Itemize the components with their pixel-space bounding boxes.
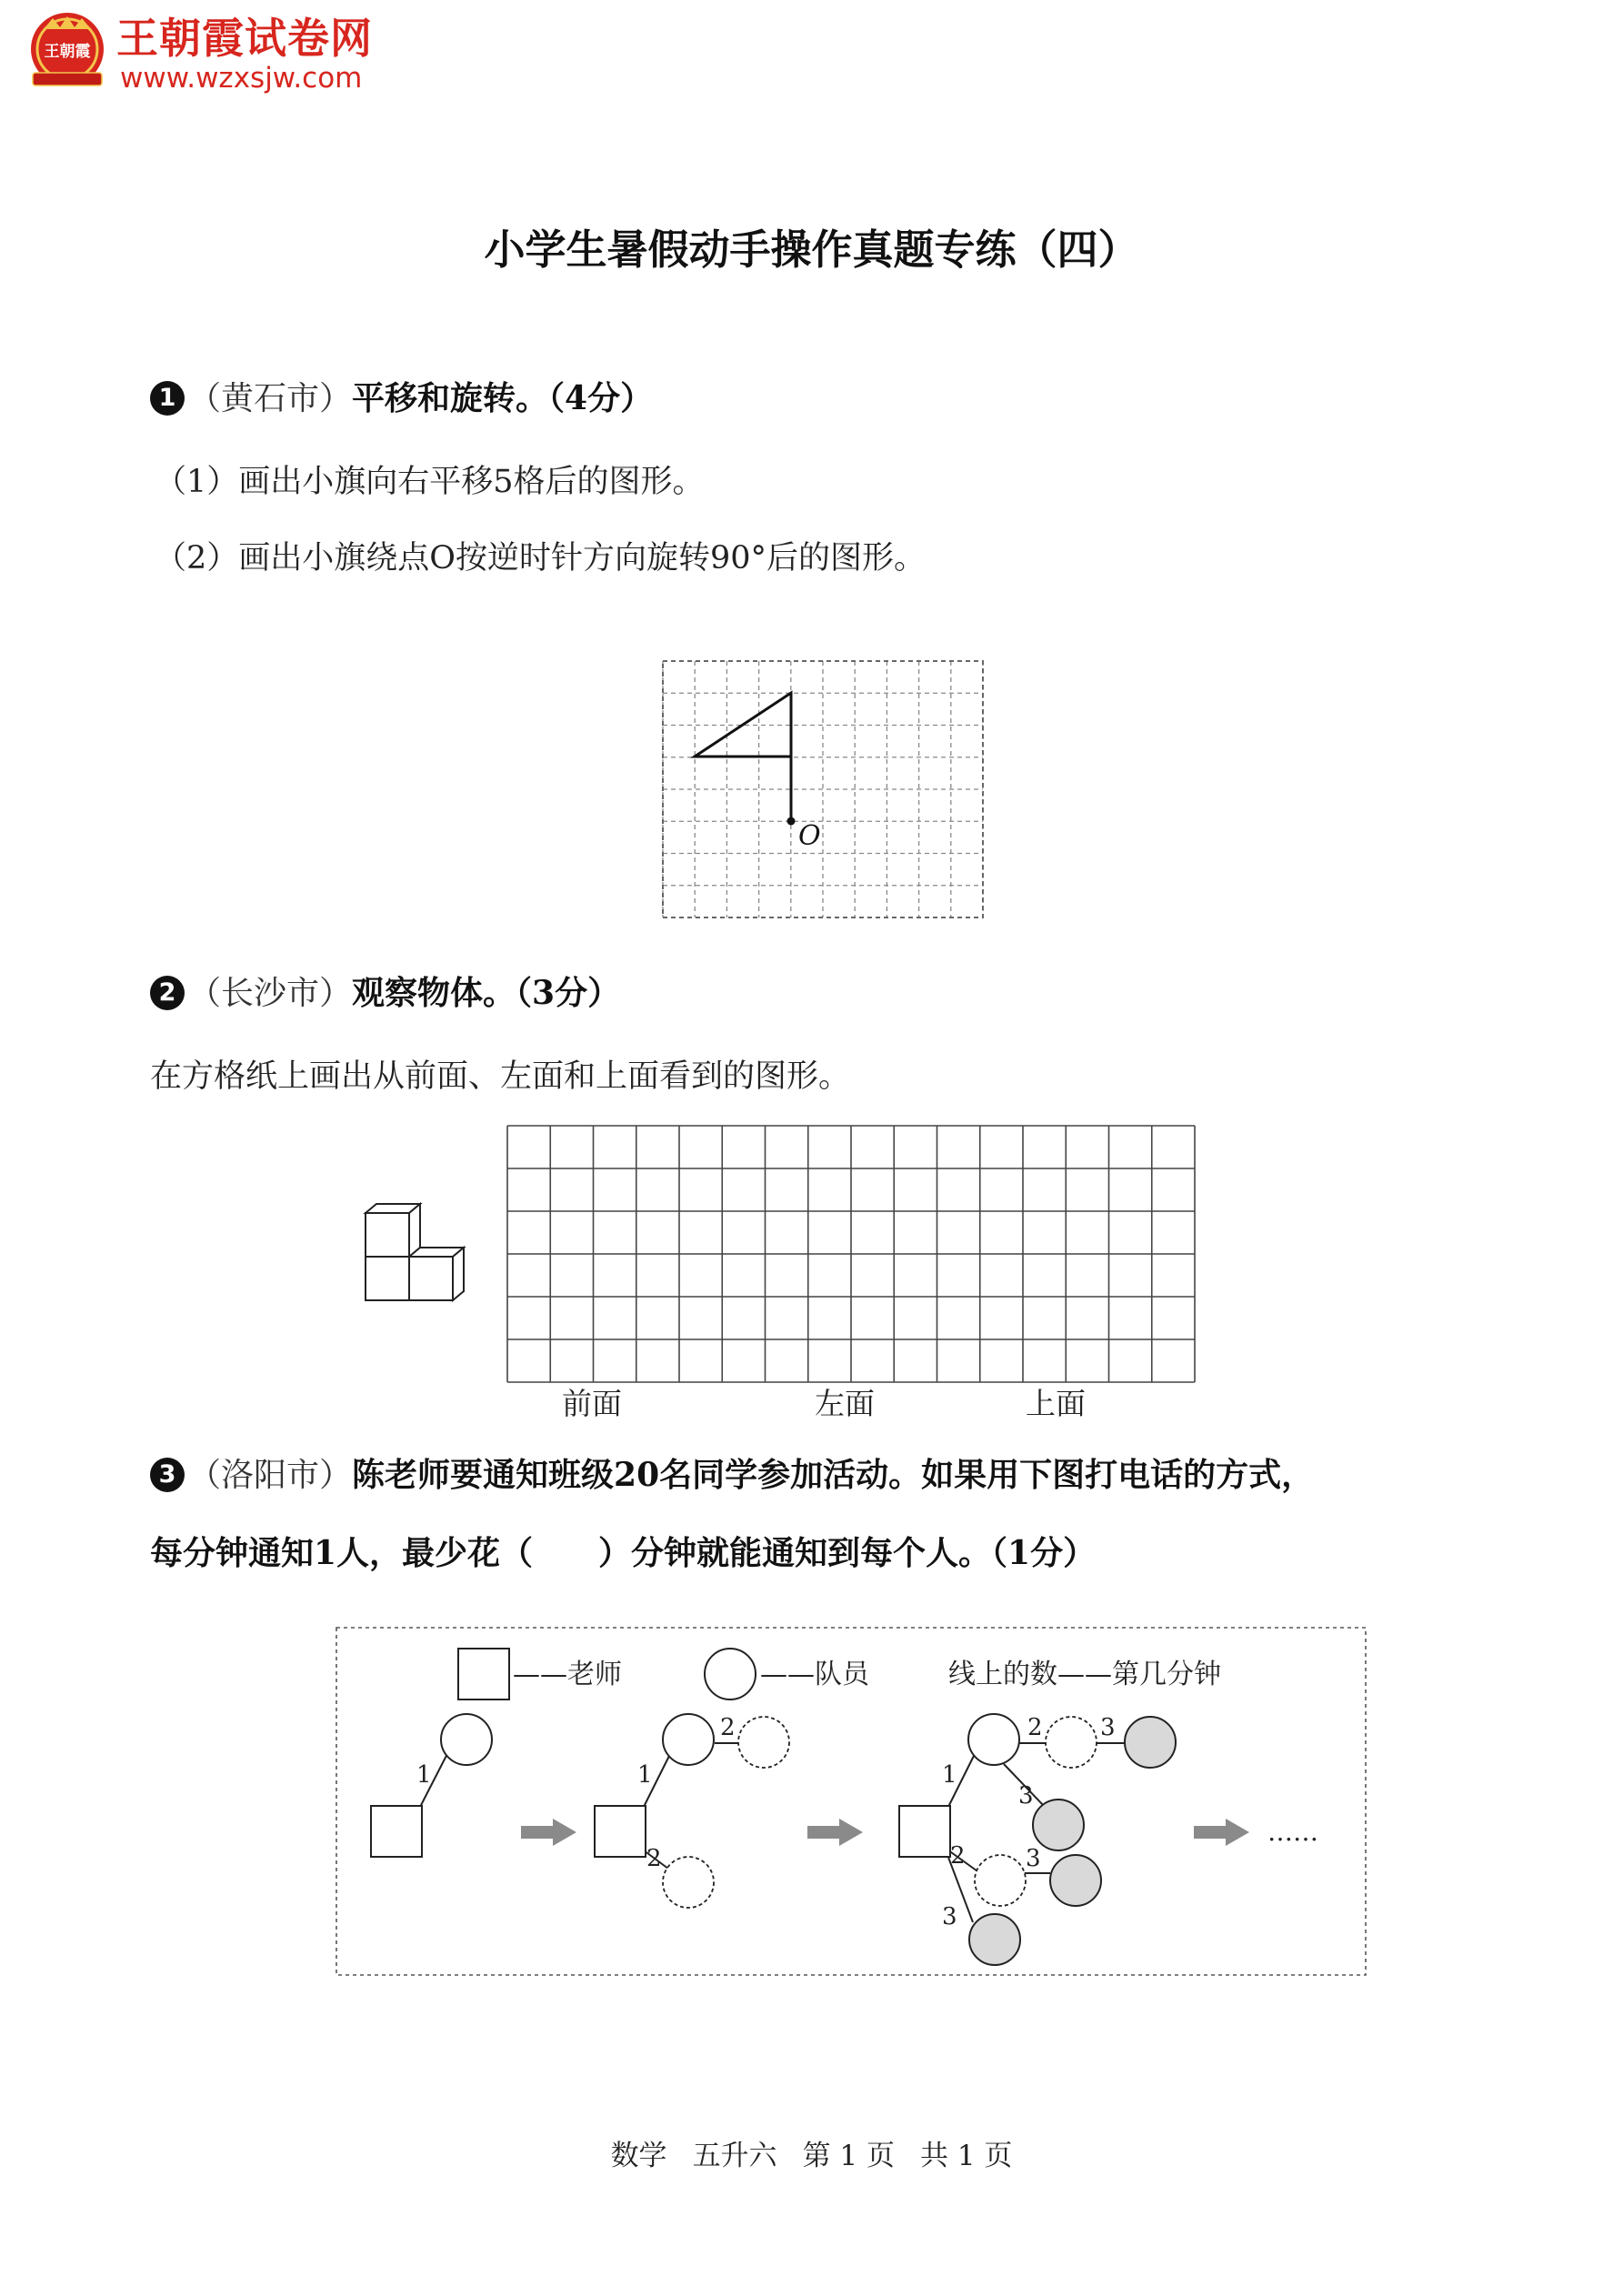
question-city: （黄石市）: [188, 380, 353, 417]
ellipsis-text: ……: [1267, 1817, 1318, 1847]
arrow-icon: [807, 1819, 863, 1846]
arrow-icon: [1194, 1819, 1249, 1846]
question-title: 平移和旋转。（4分）: [352, 379, 654, 417]
stage3-num-3b: 3: [1018, 1782, 1034, 1810]
question-1-part-1: （1）画出小旗向右平移5格后的图形。: [155, 464, 705, 500]
stage2-num-2a: 2: [720, 1714, 736, 1741]
grid-label-top: 上面: [1026, 1386, 1086, 1421]
logo-badge-icon: [25, 9, 109, 93]
question-text: 陈老师要通知班级20名同学参加活动。如果用下图打电话的方式，: [352, 1456, 1315, 1494]
stage2-num-1: 1: [637, 1761, 653, 1789]
legend-minute-text: 线上的数——第几分钟: [948, 1659, 1221, 1690]
question-title: 观察物体。（3分）: [352, 974, 621, 1012]
question-3-line-2: 每分钟通知1人，最少花（ ）分钟就能通知到每个人。（1分）: [150, 1534, 1097, 1572]
cube-stack-figure: [362, 1202, 469, 1309]
view-drawing-grid: [506, 1124, 1197, 1384]
page-title: 小学生暑假动手操作真题专练（四）: [484, 226, 1139, 274]
stage3-num-2b: 2: [950, 1842, 966, 1870]
legend-teacher-square: [458, 1649, 509, 1699]
stage2-member-new-1: [738, 1717, 789, 1768]
phone-tree-diagram: [335, 1626, 1368, 1977]
arrow-icon: [521, 1819, 576, 1846]
footer-subject: 数学: [610, 2140, 667, 2172]
stage2-teacher: [595, 1806, 646, 1857]
right-cube-front-face: [409, 1257, 453, 1300]
stage3-member-3b: [1033, 1800, 1084, 1850]
grid-label-front: 前面: [562, 1386, 622, 1421]
right-cube-side-face: [453, 1248, 464, 1300]
bottom-left-cube-front: [366, 1257, 409, 1300]
stage3-member-3c: [1050, 1855, 1101, 1906]
flag-grid: [662, 660, 984, 918]
question-city: （洛阳市）: [188, 1457, 353, 1494]
stage2-member-1: [663, 1714, 714, 1765]
question-1-heading: [150, 378, 653, 419]
stage3-num-3a: 3: [1100, 1714, 1116, 1741]
stage3-member-1: [968, 1714, 1019, 1765]
stage3-member-2a: [1046, 1717, 1097, 1768]
logo-badge-text: 王朝霞: [44, 43, 91, 61]
stage3-num-1: 1: [942, 1761, 957, 1789]
stage1-teacher: [371, 1806, 422, 1857]
top-cube-front-face: [366, 1213, 409, 1257]
stage3-num-2a: 2: [1027, 1714, 1043, 1741]
grid-lines: [507, 1126, 1195, 1382]
logo-name: 王朝霞试卷网: [116, 14, 373, 63]
stage3-member-2b: [975, 1855, 1026, 1906]
legend-member-text: ——队员: [760, 1659, 869, 1690]
stage3-member-3d: [969, 1914, 1020, 1965]
point-o: [787, 817, 796, 826]
stage3-member-3a: [1125, 1717, 1176, 1768]
footer-grade: 五升六: [692, 2140, 777, 2172]
grid-lines: [663, 661, 983, 917]
grid-label-left: 左面: [815, 1386, 875, 1421]
legend-member-circle: [705, 1649, 756, 1699]
stage2-member-new-2: [663, 1857, 714, 1908]
question-1-part-2: （2）画出小旗绕点O按逆时针方向旋转90°后的图形。: [155, 540, 926, 577]
stage1-member: [441, 1714, 492, 1765]
logo-url: www.wzxsjw.com: [120, 62, 363, 95]
stage3-num-3c: 3: [1026, 1845, 1041, 1872]
legend-teacher-text: ——老师: [513, 1659, 622, 1690]
question-number-badge: 2: [150, 976, 185, 1010]
question-2-instruction: 在方格纸上画出从前面、左面和上面看到的图形。: [150, 1058, 851, 1095]
stage3-teacher: [899, 1806, 950, 1857]
page-footer: [0, 2132, 1623, 2173]
stage1-num: 1: [416, 1761, 432, 1789]
footer-total: 共 1 页: [920, 2140, 1013, 2172]
stage2-num-2b: 2: [646, 1845, 662, 1872]
question-3-line-1: [150, 1455, 1314, 1496]
question-city: （长沙市）: [188, 975, 353, 1012]
point-o-label: O: [798, 820, 821, 852]
question-number-badge: 1: [150, 381, 185, 416]
footer-page: 第 1 页: [802, 2140, 895, 2172]
question-2-heading: [150, 973, 620, 1014]
flag-triangle: [695, 693, 791, 757]
stage3-num-3d: 3: [942, 1903, 957, 1930]
question-number-badge: 3: [150, 1458, 185, 1492]
